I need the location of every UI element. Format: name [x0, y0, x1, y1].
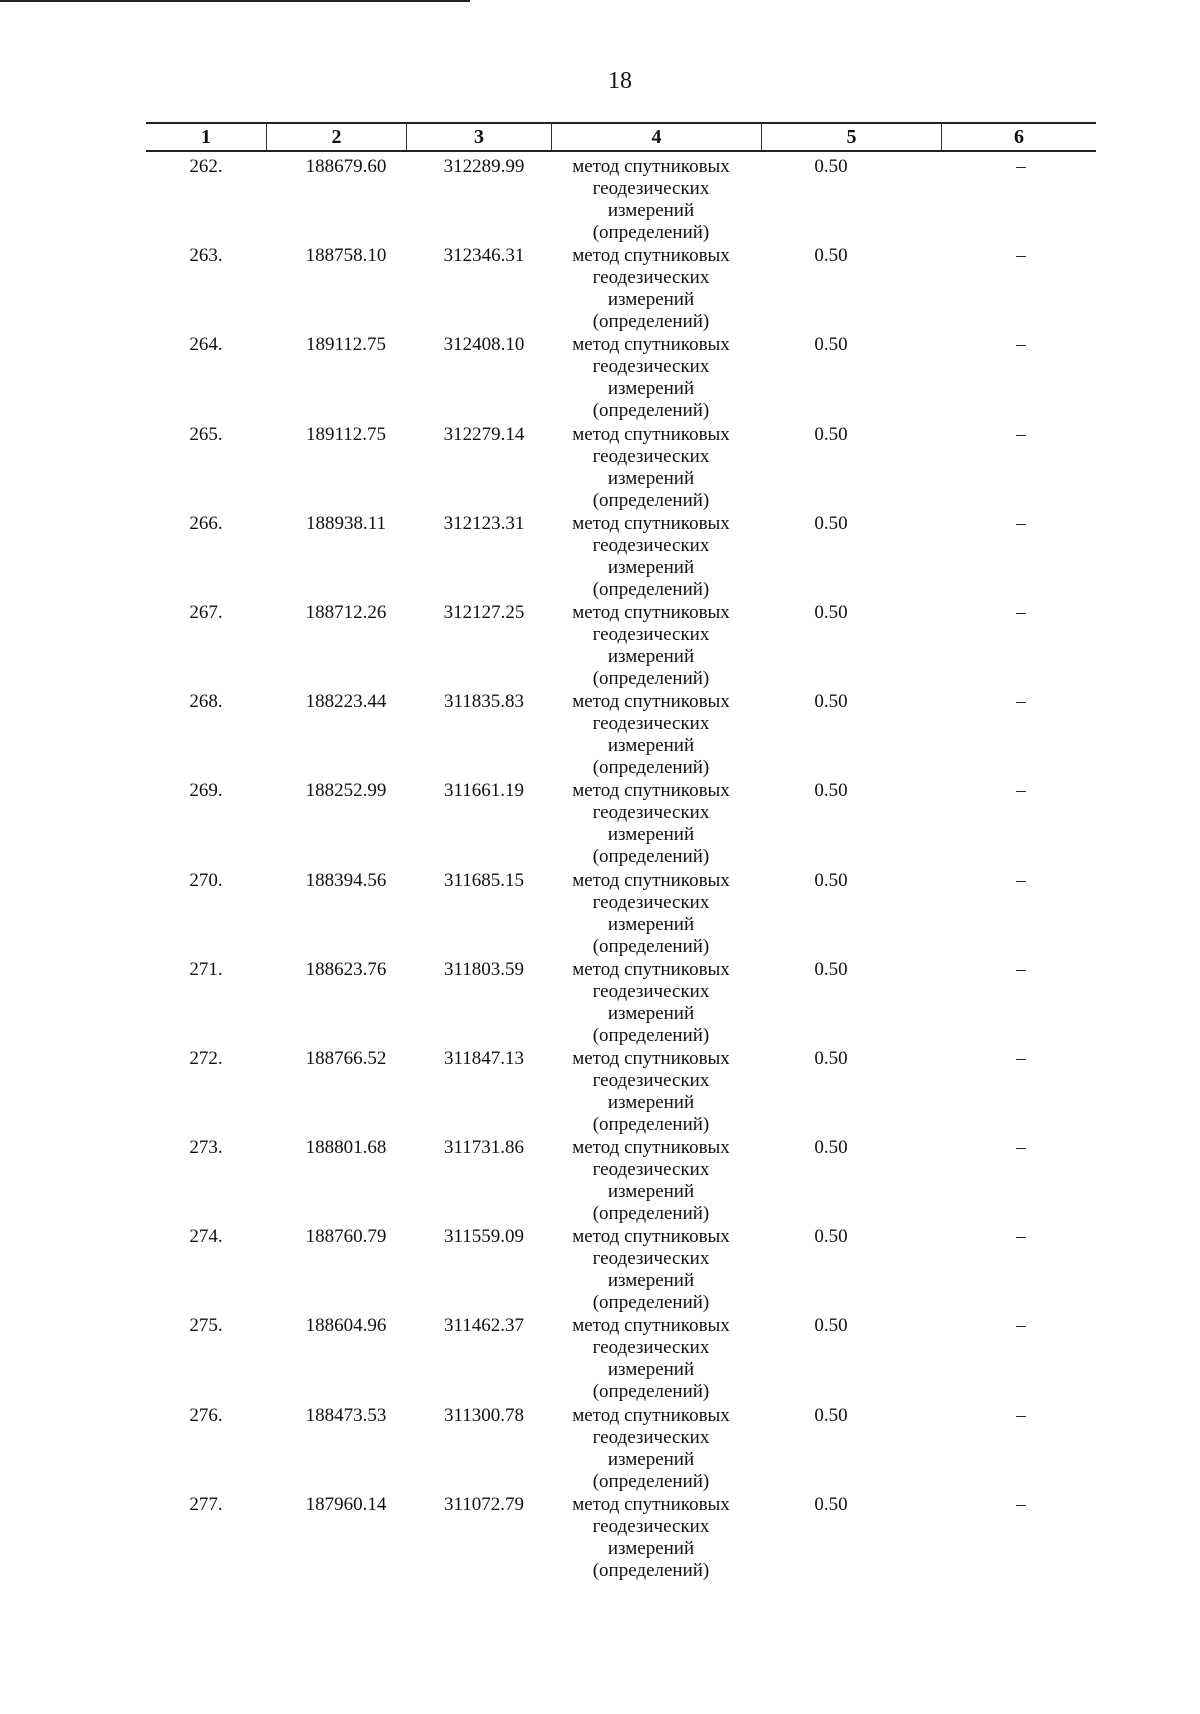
y-coordinate-cell: 311803.59 [443, 958, 525, 980]
page-number: 18 [608, 68, 632, 94]
accuracy-cell: 0.50 [814, 156, 848, 177]
point-number-cell: 275. [189, 1315, 223, 1337]
method-line: измерений [607, 467, 695, 489]
method-line: (определений) [592, 489, 710, 511]
x-coordinate-cell: 188766.52 [305, 1047, 387, 1069]
method-line: (определений) [592, 1292, 710, 1314]
x-coordinate-cell: 188758.10 [305, 245, 387, 267]
point-number-cell: 270. [189, 869, 223, 891]
method-line: (определений) [592, 578, 710, 600]
point-number-cell: 269. [189, 780, 223, 802]
method-line: геодезических [592, 802, 710, 824]
y-coordinate-cell: 311685.15 [443, 869, 525, 891]
method-line: измерений [607, 1537, 695, 1559]
column-header-5: 5 [761, 124, 941, 150]
note-cell: – [1016, 1137, 1026, 1159]
table-row [146, 866, 1096, 955]
column-header-4: 4 [551, 124, 761, 150]
method-line: метод спутниковых [572, 1315, 730, 1337]
method-line: измерений [607, 1448, 695, 1470]
y-coordinate-cell: 311847.13 [443, 1047, 525, 1069]
table-row [146, 420, 1096, 509]
method-line: метод спутниковых [572, 1493, 730, 1515]
method-line: измерений [607, 556, 695, 578]
method-line: геодезических [592, 623, 710, 645]
method-line: измерений [607, 913, 695, 935]
table-row [146, 509, 1096, 598]
method-cell [556, 1494, 746, 1582]
table-row [146, 152, 1096, 241]
note-cell: – [1016, 601, 1026, 623]
x-coordinate-cell: 188679.60 [305, 156, 387, 177]
y-coordinate-cell: 311559.09 [443, 1226, 525, 1248]
method-line: (определений) [592, 757, 710, 779]
note-cell: – [1016, 869, 1026, 891]
method-line: (определений) [592, 1024, 710, 1046]
column-header-6: 6 [941, 124, 1096, 150]
x-coordinate-cell: 188623.76 [305, 958, 387, 980]
accuracy-cell: 0.50 [814, 1226, 848, 1248]
y-coordinate-cell: 312123.31 [443, 512, 525, 534]
method-line: (определений) [592, 1203, 710, 1225]
method-cell [556, 1137, 746, 1225]
x-coordinate-cell: 188760.79 [305, 1226, 387, 1248]
method-line: геодезических [592, 891, 710, 913]
method-line: измерений [607, 1359, 695, 1381]
accuracy-cell: 0.50 [814, 780, 848, 802]
method-line: измерений [607, 735, 695, 757]
table-header [146, 122, 1096, 152]
point-number-cell: 271. [189, 958, 223, 980]
accuracy-cell: 0.50 [814, 512, 848, 534]
x-coordinate-cell: 188223.44 [305, 691, 387, 713]
method-line: (определений) [592, 1559, 710, 1581]
method-line: (определений) [592, 1113, 710, 1135]
x-coordinate-cell: 189112.75 [305, 334, 387, 356]
method-line: (определений) [592, 311, 710, 333]
accuracy-cell: 0.50 [814, 601, 848, 623]
method-line: измерений [607, 824, 695, 846]
method-cell [556, 602, 746, 690]
method-cell [556, 1315, 746, 1403]
table-row [146, 1401, 1096, 1490]
table-row [146, 687, 1096, 779]
method-line: (определений) [592, 400, 710, 422]
note-cell: – [1016, 958, 1026, 980]
method-line: метод спутниковых [572, 512, 730, 534]
accuracy-cell: 0.50 [814, 869, 848, 891]
method-line: измерений [607, 289, 695, 311]
method-line: (определений) [592, 222, 710, 243]
method-line: метод спутниковых [572, 780, 730, 802]
note-cell: – [1016, 1404, 1026, 1426]
point-number-cell: 266. [189, 512, 223, 534]
x-coordinate-cell: 189112.75 [305, 423, 387, 445]
method-line: измерений [607, 1002, 695, 1024]
accuracy-cell: 0.50 [814, 334, 848, 356]
method-line: измерений [607, 378, 695, 400]
y-coordinate-cell: 312346.31 [443, 245, 525, 267]
method-line: геодезических [592, 534, 710, 556]
column-header-3: 3 [406, 124, 551, 150]
table-row [146, 241, 1096, 333]
table-row [146, 776, 1096, 868]
y-coordinate-cell: 311300.78 [443, 1404, 525, 1426]
method-line: (определений) [592, 1470, 710, 1492]
top-edge-rule [0, 0, 470, 2]
method-line: метод спутниковых [572, 1137, 730, 1159]
method-line: геодезических [592, 1515, 710, 1537]
method-line: измерений [607, 1181, 695, 1203]
accuracy-cell: 0.50 [814, 691, 848, 713]
method-line: геодезических [592, 1069, 710, 1091]
y-coordinate-cell: 312289.99 [443, 156, 525, 177]
table-body [146, 152, 1096, 1579]
y-coordinate-cell: 311661.19 [443, 780, 525, 802]
x-coordinate-cell: 188712.26 [305, 601, 387, 623]
method-line: метод спутниковых [572, 1226, 730, 1248]
table-row [146, 1044, 1096, 1133]
method-line: (определений) [592, 846, 710, 868]
method-cell [556, 780, 746, 868]
method-line: метод спутниковых [572, 1047, 730, 1069]
accuracy-cell: 0.50 [814, 1315, 848, 1337]
accuracy-cell: 0.50 [814, 423, 848, 445]
note-cell: – [1016, 512, 1026, 534]
note-cell: – [1016, 1047, 1026, 1069]
accuracy-cell: 0.50 [814, 1137, 848, 1159]
method-line: геодезических [592, 1426, 710, 1448]
note-cell: – [1016, 1226, 1026, 1248]
table-row [146, 1311, 1096, 1403]
point-number-cell: 267. [189, 601, 223, 623]
coordinates-table [146, 122, 1096, 1579]
note-cell: – [1016, 1315, 1026, 1337]
method-cell [556, 334, 746, 422]
method-cell [556, 424, 746, 512]
accuracy-cell: 0.50 [814, 1404, 848, 1426]
method-line: метод спутниковых [572, 958, 730, 980]
point-number-cell: 268. [189, 691, 223, 713]
method-line: (определений) [592, 1381, 710, 1403]
method-line: измерений [607, 200, 695, 221]
column-header-2: 2 [266, 124, 406, 150]
method-cell [556, 1405, 746, 1493]
method-line: метод спутниковых [572, 869, 730, 891]
note-cell: – [1016, 1493, 1026, 1515]
point-number-cell: 263. [189, 245, 223, 267]
note-cell: – [1016, 780, 1026, 802]
method-line: метод спутниковых [572, 601, 730, 623]
table-row [146, 955, 1096, 1044]
method-line: измерений [607, 1091, 695, 1113]
method-line: геодезических [592, 1159, 710, 1181]
point-number-cell: 273. [189, 1137, 223, 1159]
method-line: измерений [607, 1270, 695, 1292]
method-line: метод спутниковых [572, 1404, 730, 1426]
method-line: геодезических [592, 445, 710, 467]
point-number-cell: 274. [189, 1226, 223, 1248]
method-cell [556, 1048, 746, 1136]
y-coordinate-cell: 311072.79 [443, 1493, 525, 1515]
method-cell [556, 156, 746, 244]
method-line: геодезических [592, 1337, 710, 1359]
method-line: геодезических [592, 356, 710, 378]
method-line: метод спутниковых [572, 245, 730, 267]
method-line: метод спутниковых [572, 156, 730, 177]
x-coordinate-cell: 188394.56 [305, 869, 387, 891]
column-header-1: 1 [201, 126, 211, 148]
y-coordinate-cell: 312279.14 [443, 423, 525, 445]
method-line: геодезических [592, 267, 710, 289]
x-coordinate-cell: 187960.14 [305, 1493, 387, 1515]
method-line: метод спутниковых [572, 334, 730, 356]
point-number-cell: 277. [189, 1493, 223, 1515]
method-line: (определений) [592, 935, 710, 957]
table-row [146, 330, 1096, 422]
method-line: геодезических [592, 1248, 710, 1270]
point-number-cell: 276. [189, 1404, 223, 1426]
method-line: метод спутниковых [572, 691, 730, 713]
x-coordinate-cell: 188252.99 [305, 780, 387, 802]
method-cell [556, 513, 746, 601]
note-cell: – [1016, 423, 1026, 445]
method-cell [556, 245, 746, 333]
method-line: измерений [607, 645, 695, 667]
note-cell: – [1016, 691, 1026, 713]
method-cell [556, 691, 746, 779]
x-coordinate-cell: 188801.68 [305, 1137, 387, 1159]
y-coordinate-cell: 311731.86 [443, 1137, 525, 1159]
point-number-cell: 265. [189, 423, 223, 445]
table-row [146, 1490, 1096, 1579]
y-coordinate-cell: 312127.25 [443, 601, 525, 623]
point-number-cell: 264. [189, 334, 223, 356]
table-row [146, 598, 1096, 687]
x-coordinate-cell: 188604.96 [305, 1315, 387, 1337]
y-coordinate-cell: 311835.83 [443, 691, 525, 713]
method-line: (определений) [592, 667, 710, 689]
table-row [146, 1222, 1096, 1314]
y-coordinate-cell: 311462.37 [443, 1315, 525, 1337]
method-line: геодезических [592, 178, 710, 199]
method-cell [556, 959, 746, 1047]
table-row [146, 1133, 1096, 1225]
point-number-cell: 272. [189, 1047, 223, 1069]
point-number-cell: 262. [189, 156, 223, 177]
x-coordinate-cell: 188938.11 [305, 512, 387, 534]
method-cell [556, 870, 746, 958]
note-cell: – [1016, 245, 1026, 267]
accuracy-cell: 0.50 [814, 1493, 848, 1515]
note-cell: – [1016, 334, 1026, 356]
note-cell: – [1016, 156, 1026, 177]
method-cell [556, 1226, 746, 1314]
method-line: метод спутниковых [572, 423, 730, 445]
accuracy-cell: 0.50 [814, 1047, 848, 1069]
y-coordinate-cell: 312408.10 [443, 334, 525, 356]
method-line: геодезических [592, 713, 710, 735]
accuracy-cell: 0.50 [814, 958, 848, 980]
x-coordinate-cell: 188473.53 [305, 1404, 387, 1426]
method-line: геодезических [592, 980, 710, 1002]
accuracy-cell: 0.50 [814, 245, 848, 267]
